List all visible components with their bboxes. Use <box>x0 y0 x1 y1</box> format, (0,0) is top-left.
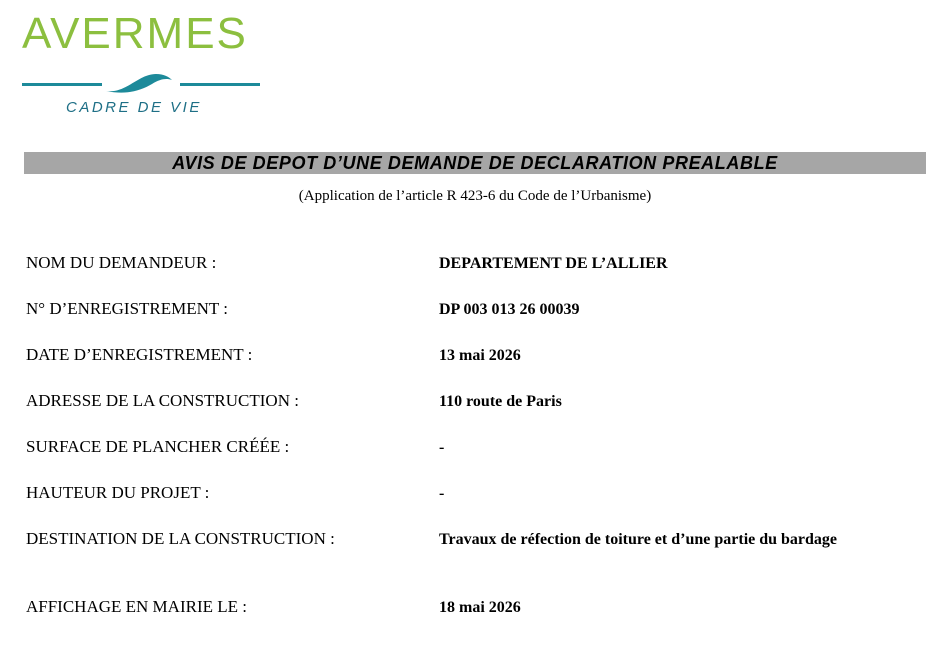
notice-title-bar <box>24 152 926 174</box>
notice-subtitle: (Application de l’article R 423-6 du Code de l’Urbanisme) <box>298 188 652 204</box>
construction-purpose-value: Travaux de réfection de toiture et d’une partie du bardage <box>439 531 838 548</box>
town-hall-posting-value: 18 mai 2026 <box>439 599 521 616</box>
registration-number-value: DP 003 013 26 00039 <box>439 301 580 318</box>
town-hall-posting-label: AFFICHAGE EN MAIRIE LE : <box>26 597 247 616</box>
floor-area-label: SURFACE DE PLANCHER CRÉÉE : <box>26 437 290 456</box>
logo-wave-icon <box>22 68 262 98</box>
logo-tagline: CADRE DE VIE <box>66 99 202 116</box>
registration-date-label: DATE D’ENREGISTREMENT : <box>26 345 253 364</box>
registration-date-value: 13 mai 2026 <box>439 347 521 364</box>
project-height-label: HAUTEUR DU PROJET : <box>26 483 210 502</box>
construction-purpose-label: DESTINATION DE LA CONSTRUCTION : <box>26 529 335 548</box>
notice-title: AVIS DE DEPOT D’UNE DEMANDE DE DECLARATION PREALABLE <box>172 153 778 173</box>
floor-area-value: - <box>439 439 445 456</box>
construction-address-value: 110 route de Paris <box>439 393 562 410</box>
registration-number-label: N° D’ENREGISTREMENT : <box>26 299 228 318</box>
logo-wordmark: AVERMES <box>22 9 248 58</box>
construction-address-label: ADRESSE DE LA CONSTRUCTION : <box>26 391 299 410</box>
applicant-name-label: NOM DU DEMANDEUR : <box>26 253 217 272</box>
applicant-name-value: DEPARTEMENT DE L’ALLIER <box>439 255 668 272</box>
project-height-value: - <box>439 485 445 502</box>
avermes-logo <box>22 8 262 120</box>
